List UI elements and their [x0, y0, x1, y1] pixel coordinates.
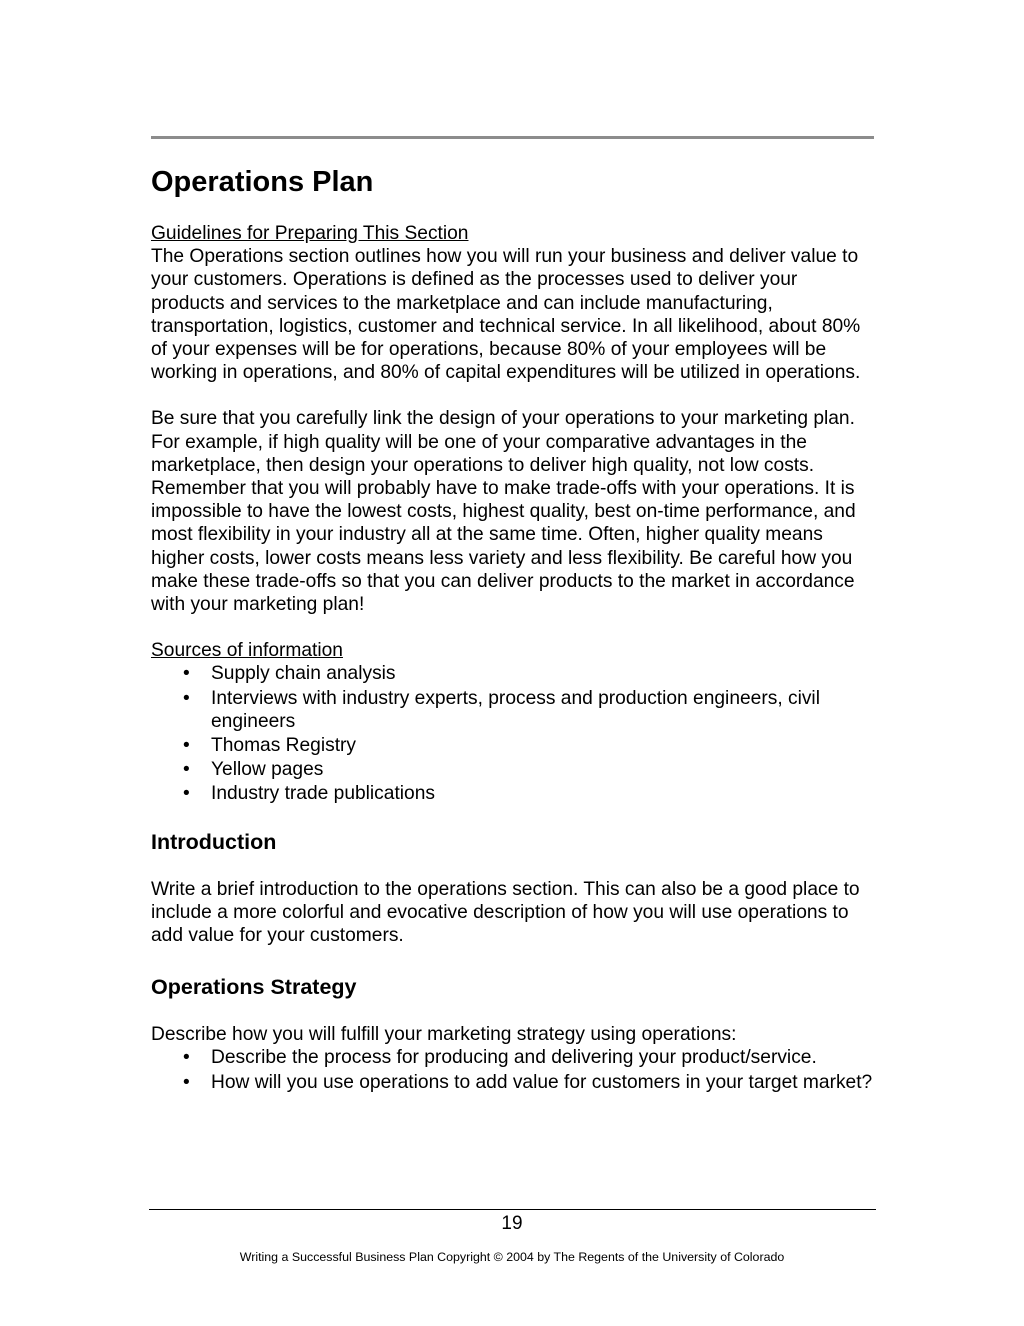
list-item-text: Industry trade publications — [211, 783, 435, 805]
page-title: Operations Plan — [151, 166, 374, 198]
bullet-icon: • — [183, 663, 190, 685]
operations-strategy-text: Describe how you will fulfill your marketing strategy using operations: — [151, 1024, 737, 1046]
bullet-icon: • — [183, 1047, 190, 1069]
list-item — [151, 662, 876, 685]
sources-list — [151, 662, 876, 805]
operations-strategy-list — [151, 1046, 876, 1093]
footer-copyright: Writing a Successful Business Plan Copyright © 2004 by The Regents of the University of Colorado — [239, 1250, 785, 1264]
bullet-icon: • — [183, 735, 190, 757]
guidelines-label: Guidelines for Preparing This Section — [151, 223, 469, 244]
bullet-icon: • — [183, 759, 190, 781]
guidelines-section — [151, 222, 876, 616]
bullet-icon: • — [183, 687, 190, 709]
list-item — [151, 687, 876, 733]
sources-label: Sources of information — [151, 640, 343, 662]
list-item — [151, 782, 876, 805]
introduction-heading: Introduction — [151, 829, 277, 854]
list-item — [151, 1046, 876, 1069]
list-item — [151, 1071, 876, 1094]
list-item — [151, 758, 876, 781]
page-number: 19 — [501, 1213, 523, 1234]
top-divider — [151, 136, 874, 139]
operations-strategy-heading: Operations Strategy — [151, 975, 357, 1000]
introduction-text: Write a brief introduction to the operations section. This can also be a good place to include a more colorful and evocative description of how you will use operations to add value for your customers. — [151, 878, 860, 947]
list-item-text: Thomas Registry — [211, 735, 357, 757]
guidelines-paragraph-2: Be sure that you carefully link the design of your operations to your marketing plan. For example, if high quality will be one of your comparative advantages in the marketplace, then design your operations to deliver high quality, not low costs. Remember that you will probably have to make trade-offs with your operations. It is impossible to have the lowest costs, highest quality, best on-time performance, and most flexibility in your industry all at the same time. Often, higher quality means higher costs, lower costs means less variety and less flexibility. Be careful how you make these trade-offs so that you can deliver products to the market in accordance with your marketing plan! — [151, 408, 856, 616]
bullet-icon: • — [183, 1071, 190, 1093]
list-item-text: Supply chain analysis — [211, 663, 396, 685]
list-item-text: Interviews with industry experts, process and production engineers, civil engineers — [211, 687, 820, 732]
page-content — [151, 162, 876, 1095]
list-item-text: Describe the process for producing and delivering your product/service. — [211, 1047, 817, 1069]
guidelines-paragraph-1: The Operations section outlines how you will run your business and deliver value to your customers. Operations is defined as the processes used to deliver your products and services to the marketplace and can include manufacturing, transportation, logistics, customer and technical service. In all likelihood, about 80% of your expenses will be for operations, because 80% of your employees will be working in operations, and 80% of capital expenditures will be utilized in operations. — [151, 246, 861, 384]
sources-section — [151, 639, 876, 805]
bullet-icon: • — [183, 783, 190, 805]
list-item-text: How will you use operations to add value for customers in your target market? — [211, 1071, 873, 1093]
list-item-text: Yellow pages — [211, 759, 324, 781]
list-item — [151, 734, 876, 757]
footer-divider — [149, 1209, 876, 1210]
